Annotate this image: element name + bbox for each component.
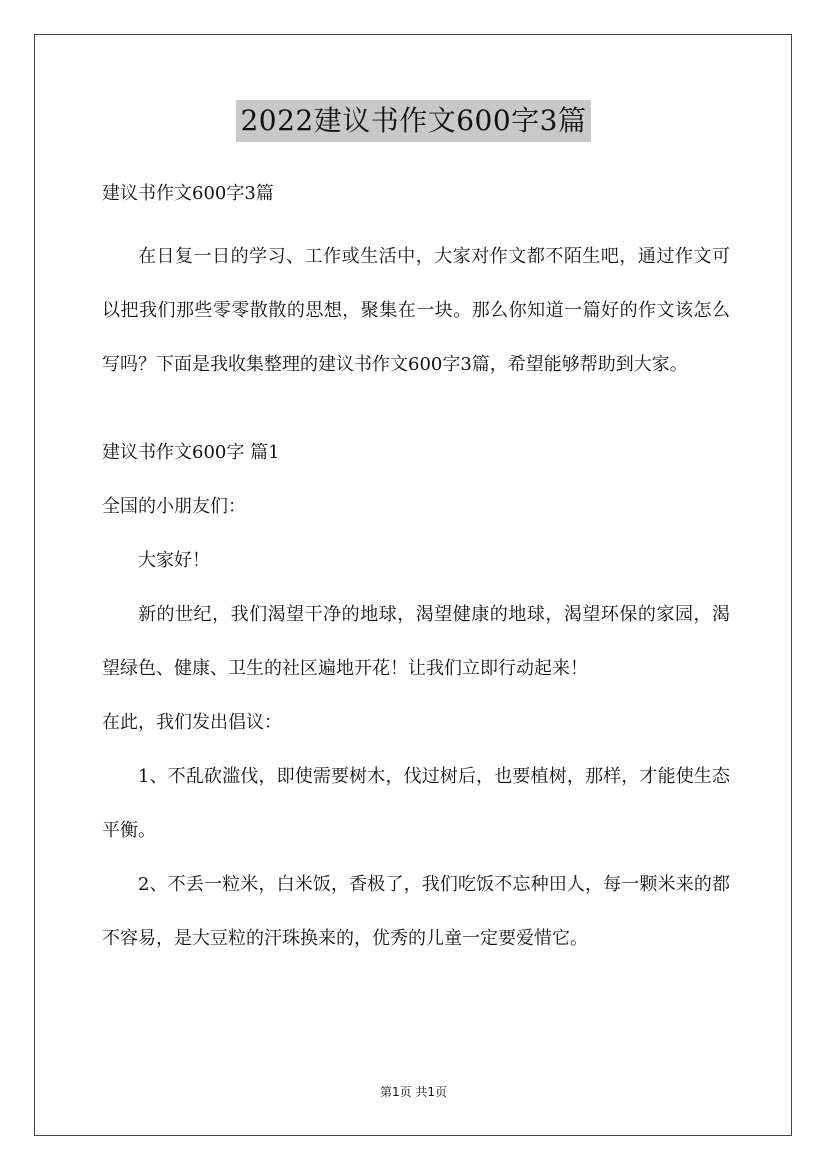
body-paragraph-2: 1、不乱砍滥伐，即使需要树木，伐过树后，也要植树，那样，才能使生态平衡。 [102,766,730,841]
document-body [102,176,730,966]
document-subtitle: 建议书作文600字3篇 [102,183,274,204]
body-paragraph-1: 新的世纪，我们渴望干净的地球，渴望健康的地球，渴望环保的家园，渴望绿色、健康、卫生的社区遍地开花！让我们立即行动起来！ [102,604,730,679]
greeting: 大家好！ [138,550,210,571]
salutation: 全国的小朋友们： [102,496,246,517]
intro-paragraph: 在日复一日的学习、工作或生活中，大家对作文都不陌生吧，通过作文可以把我们那些零零散散的思想，聚集在一块。那么你知道一篇好的作文该怎么写吗？下面是我收集整理的建议书作文600字3篇，希望能够帮助到大家。 [102,246,730,375]
document-title: 2022建议书作文600字3篇 [236,100,590,142]
spacer [102,392,730,426]
section-heading: 建议书作文600字 篇1 [102,442,280,463]
page-footer: 第1页 共1页 [379,1085,448,1099]
body-paragraph-lead: 在此，我们发出倡议： [102,712,282,733]
body-paragraph-3: 2、不丢一粒米，白米饭，香极了，我们吃饭不忘种田人，每一颗米来的都不容易，是大豆粒的汗珠换来的，优秀的儿童一定要爱惜它。 [102,874,730,949]
title-container [0,100,827,142]
